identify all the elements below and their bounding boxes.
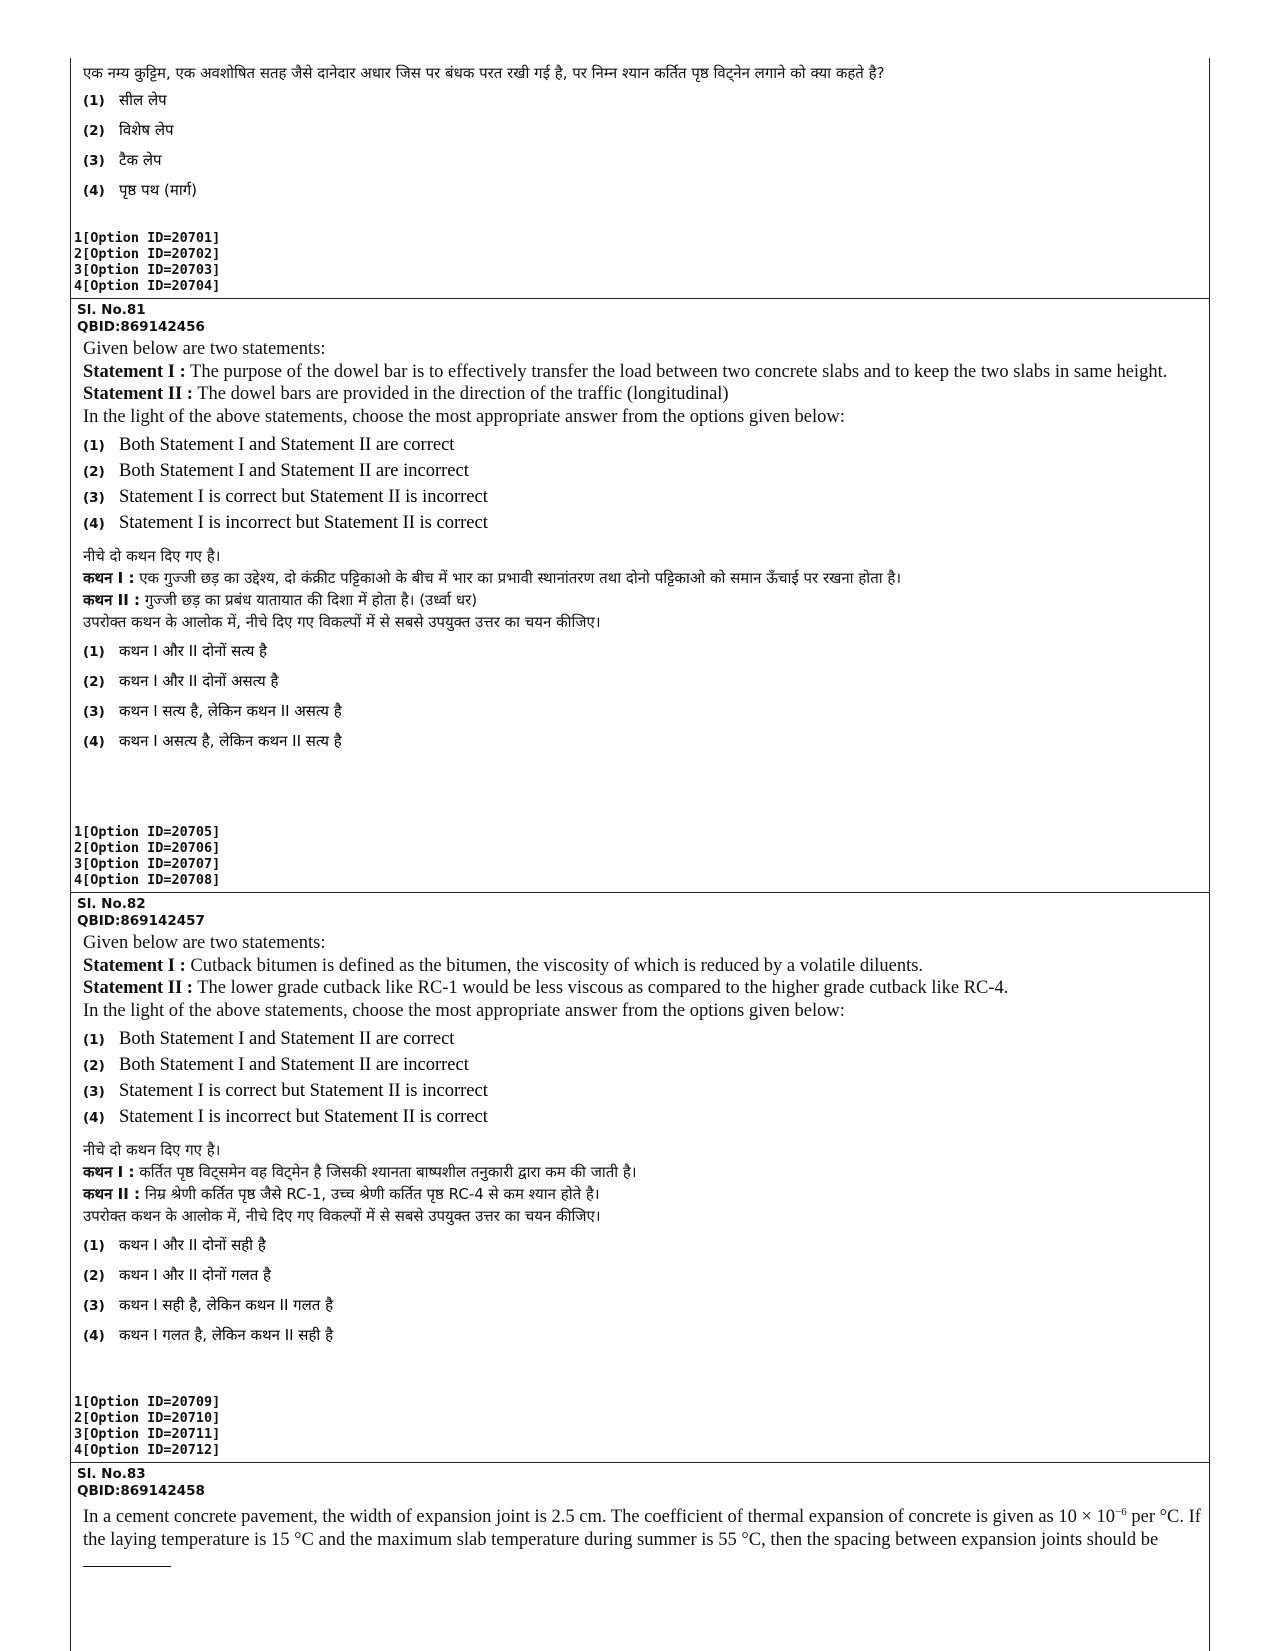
- option-2[interactable]: [83, 461, 1201, 487]
- option-text: Statement I is correct but Statement II is incorrect: [119, 1081, 488, 1101]
- option-number: (4): [83, 1110, 105, 1126]
- statement-2-text: The lower grade cutback like RC-1 would be less viscous as compared to the higher grade cutback like RC-4.: [192, 978, 1009, 998]
- option-number: (2): [83, 674, 105, 690]
- statement-2-text: निम्र श्रेणी कर्तित पृष्ठ जैसे RC-1, उच्च श्रेणी कर्तित पृष्ठ RC-4 से कम श्यान होते है।: [140, 1185, 600, 1203]
- option-text: कथन I और II दोनों सही है: [119, 1236, 266, 1254]
- statement-1-text: कर्तित पृष्ठ विट्समेन वह विट्मेन है जिसकी श्यानता बाष्पशील तनुकारी द्वारा कम की जाती है।: [134, 1163, 637, 1181]
- statement-1-label: कथन I :: [83, 1163, 135, 1181]
- statement-1-text: एक गुज्जी छड़ का उद्देश्य, दो कंक्रीट पट्टिकाओ के बीच में भार का प्रभावी स्थानांतरण तथा दोनो पट्टिकाओ को समान ऊँचाई पर रखना होता है।: [134, 569, 902, 587]
- option-text: कथन I गलत है, लेकिन कथन II सही है: [119, 1326, 334, 1344]
- question-paper-page: [70, 58, 1210, 1651]
- option-number: (1): [83, 644, 105, 660]
- question-block-80: [71, 58, 1209, 298]
- option-number: (4): [83, 183, 105, 199]
- option-3[interactable]: [83, 1081, 1201, 1107]
- option-number: (1): [83, 93, 105, 109]
- statement-2-hi: [83, 589, 1201, 611]
- option-3[interactable]: [83, 487, 1201, 513]
- option-number: (2): [83, 1268, 105, 1284]
- question-block-81: [71, 298, 1209, 892]
- question-text-part1: In a cement concrete pavement, the width of expansion joint is 2.5 cm. The coefficient of thermal expansion of concrete is given as 10 × 10: [83, 1507, 1116, 1527]
- option-text: कथन I सही है, लेकिन कथन II गलत है: [119, 1296, 334, 1314]
- option-id: 4[Option ID=20712]: [74, 1442, 221, 1458]
- question-block-83: [71, 1462, 1209, 1641]
- option-1[interactable]: [83, 641, 1201, 671]
- option-id: 3[Option ID=20703]: [74, 262, 221, 278]
- option-4[interactable]: [83, 1107, 1201, 1133]
- question-text-hi: [83, 1139, 1201, 1227]
- option-text: विशेष लेप: [119, 121, 174, 139]
- option-number: (2): [83, 464, 105, 480]
- statement-1-text: The purpose of the dowel bar is to effectively transfer the load between two concrete slabs and to keep the two slabs in same height.: [185, 361, 1168, 382]
- option-text: Both Statement I and Statement II are incorrect: [119, 1055, 469, 1075]
- instruction-hi: उपरोक्त कथन के आलोक में, नीचे दिए गए विकल्पों में से सबसे उपयुक्त उत्तर का चयन कीजिए।: [83, 1207, 601, 1225]
- statement-2-en: [83, 977, 1201, 1000]
- option-id: 2[Option ID=20702]: [74, 246, 221, 262]
- option-4[interactable]: [83, 513, 1201, 539]
- option-id: 1[Option ID=20701]: [74, 230, 221, 246]
- serial-number: Sl. No.83: [77, 1466, 146, 1482]
- statement-1-hi: [83, 1161, 1201, 1183]
- option-number: (1): [83, 1032, 105, 1048]
- statement-2-text: The dowel bars are provided in the direction of the traffic (longitudinal): [192, 384, 729, 404]
- option-number: (4): [83, 516, 105, 532]
- option-number: (3): [83, 490, 105, 506]
- intro-hi: नीचे दो कथन दिए गए है।: [83, 547, 221, 565]
- question-text-hi: [83, 545, 1201, 633]
- option-text: कथन I सत्य है, लेकिन कथन II असत्य है: [119, 702, 342, 720]
- statement-2-label: Statement II :: [83, 384, 193, 404]
- option-id: 1[Option ID=20709]: [74, 1394, 221, 1410]
- option-text: Statement I is incorrect but Statement II is correct: [119, 1107, 488, 1127]
- question-text-en: [83, 338, 1201, 428]
- statement-1-text: Cutback bitumen is defined as the bitumen, the viscosity of which is reduced by a volatile diluents.: [185, 955, 924, 976]
- option-2[interactable]: [83, 120, 1201, 150]
- option-id: 3[Option ID=20707]: [74, 856, 221, 872]
- option-text: सील लेप: [119, 91, 167, 109]
- options-hi: [77, 641, 1201, 761]
- option-2[interactable]: [83, 1055, 1201, 1081]
- options-en: [77, 1029, 1201, 1133]
- option-text: Both Statement I and Statement II are incorrect: [119, 461, 469, 481]
- statement-1-hi: [83, 567, 1201, 589]
- option-4[interactable]: [83, 1325, 1201, 1355]
- intro-en: Given below are two statements:: [83, 339, 326, 359]
- options-en: [77, 435, 1201, 539]
- option-number: (3): [83, 1084, 105, 1100]
- option-number: (3): [83, 1298, 105, 1314]
- option-text: Both Statement I and Statement II are correct: [119, 435, 455, 455]
- option-1[interactable]: [83, 1029, 1201, 1055]
- option-text: कथन I और II दोनों गलत है: [119, 1266, 271, 1284]
- question-bank-id: QBID:869142457: [77, 913, 205, 929]
- option-1[interactable]: [83, 90, 1201, 120]
- instruction-hi: उपरोक्त कथन के आलोक में, नीचे दिए गए विकल्पों में से सबसे उपयुक्त उत्तर का चयन कीजिए।: [83, 613, 601, 631]
- option-4[interactable]: [83, 731, 1201, 761]
- options-hi: [77, 90, 1201, 210]
- option-number: (4): [83, 1328, 105, 1344]
- statement-2-text: गुज्जी छड़ का प्रबंध यातायात की दिशा में होता है। (उर्ध्वा धर): [140, 591, 478, 609]
- exponent: −6: [1115, 1505, 1127, 1518]
- statement-1-label: Statement I :: [83, 361, 186, 382]
- question-text-en: [83, 1506, 1201, 1574]
- serial-number: Sl. No.82: [77, 896, 146, 912]
- option-id: 4[Option ID=20704]: [74, 278, 221, 294]
- question-text-part2: per °C. If the laying temperature is 15 °C and the maximum slab temperature during summer is 55 °C, then the spacing between expansion joints should be: [83, 1507, 1201, 1550]
- option-text: टैक लेप: [119, 151, 162, 169]
- option-4[interactable]: [83, 180, 1201, 210]
- question-text-hi: एक नम्य कुट्टिम, एक अवशोषित सतह जैसे दानेदार अधार जिस पर बंधक परत रखी गई है, पर निम्न श्यान कर्तित पृष्ठ विट्नेन लगाने को क्या कहते है?: [83, 64, 885, 82]
- option-number: (2): [83, 123, 105, 139]
- option-3[interactable]: [83, 701, 1201, 731]
- option-text: Both Statement I and Statement II are correct: [119, 1029, 455, 1049]
- question-bank-id: QBID:869142456: [77, 319, 205, 335]
- instruction-en: In the light of the above statements, choose the most appropriate answer from the options given below:: [83, 406, 845, 427]
- option-3[interactable]: [83, 1295, 1201, 1325]
- statement-1-label: कथन I :: [83, 569, 135, 587]
- option-text: Statement I is correct but Statement II is incorrect: [119, 487, 488, 507]
- statement-1-label: Statement I :: [83, 955, 186, 976]
- option-text: पृष्ठ पथ (मार्ग): [119, 181, 198, 199]
- option-number: (4): [83, 734, 105, 750]
- statement-2-hi: [83, 1183, 1201, 1205]
- option-id: 3[Option ID=20711]: [74, 1426, 221, 1442]
- statement-2-en: [83, 383, 1201, 406]
- serial-number: Sl. No.81: [77, 302, 146, 318]
- option-text: Statement I is incorrect but Statement II is correct: [119, 513, 488, 533]
- question-text-en: [83, 932, 1201, 1022]
- option-number: (3): [83, 153, 105, 169]
- option-2[interactable]: [83, 671, 1201, 701]
- option-text: कथन I और II दोनों सत्य है: [119, 642, 268, 660]
- option-text: कथन I असत्य है, लेकिन कथन II सत्य है: [119, 732, 342, 750]
- option-text: कथन I और II दोनों असत्य है: [119, 672, 279, 690]
- statement-2-label: कथन II :: [83, 1185, 141, 1203]
- options-hi: [77, 1235, 1201, 1355]
- answer-blank: [83, 1552, 171, 1567]
- statement-1-en: [83, 955, 1201, 978]
- option-id-list: [74, 230, 220, 294]
- option-number: (3): [83, 704, 105, 720]
- option-id: 2[Option ID=20706]: [74, 840, 221, 856]
- question-block-82: [71, 892, 1209, 1462]
- option-id-list: [74, 1394, 220, 1458]
- statement-1-en: [83, 361, 1201, 384]
- intro-hi: नीचे दो कथन दिए गए है।: [83, 1141, 221, 1159]
- statement-2-label: Statement II :: [83, 978, 193, 998]
- option-id: 1[Option ID=20705]: [74, 824, 221, 840]
- option-3[interactable]: [83, 150, 1201, 180]
- option-number: (2): [83, 1058, 105, 1074]
- option-number: (1): [83, 1238, 105, 1254]
- option-2[interactable]: [83, 1265, 1201, 1295]
- option-1[interactable]: [83, 435, 1201, 461]
- question-bank-id: QBID:869142458: [77, 1483, 205, 1499]
- intro-en: Given below are two statements:: [83, 933, 326, 953]
- instruction-en: In the light of the above statements, choose the most appropriate answer from the options given below:: [83, 1000, 845, 1021]
- option-id: 4[Option ID=20708]: [74, 872, 221, 888]
- option-id-list: [74, 824, 220, 888]
- statement-2-label: कथन II :: [83, 591, 141, 609]
- option-number: (1): [83, 438, 105, 454]
- option-1[interactable]: [83, 1235, 1201, 1265]
- option-id: 2[Option ID=20710]: [74, 1410, 221, 1426]
